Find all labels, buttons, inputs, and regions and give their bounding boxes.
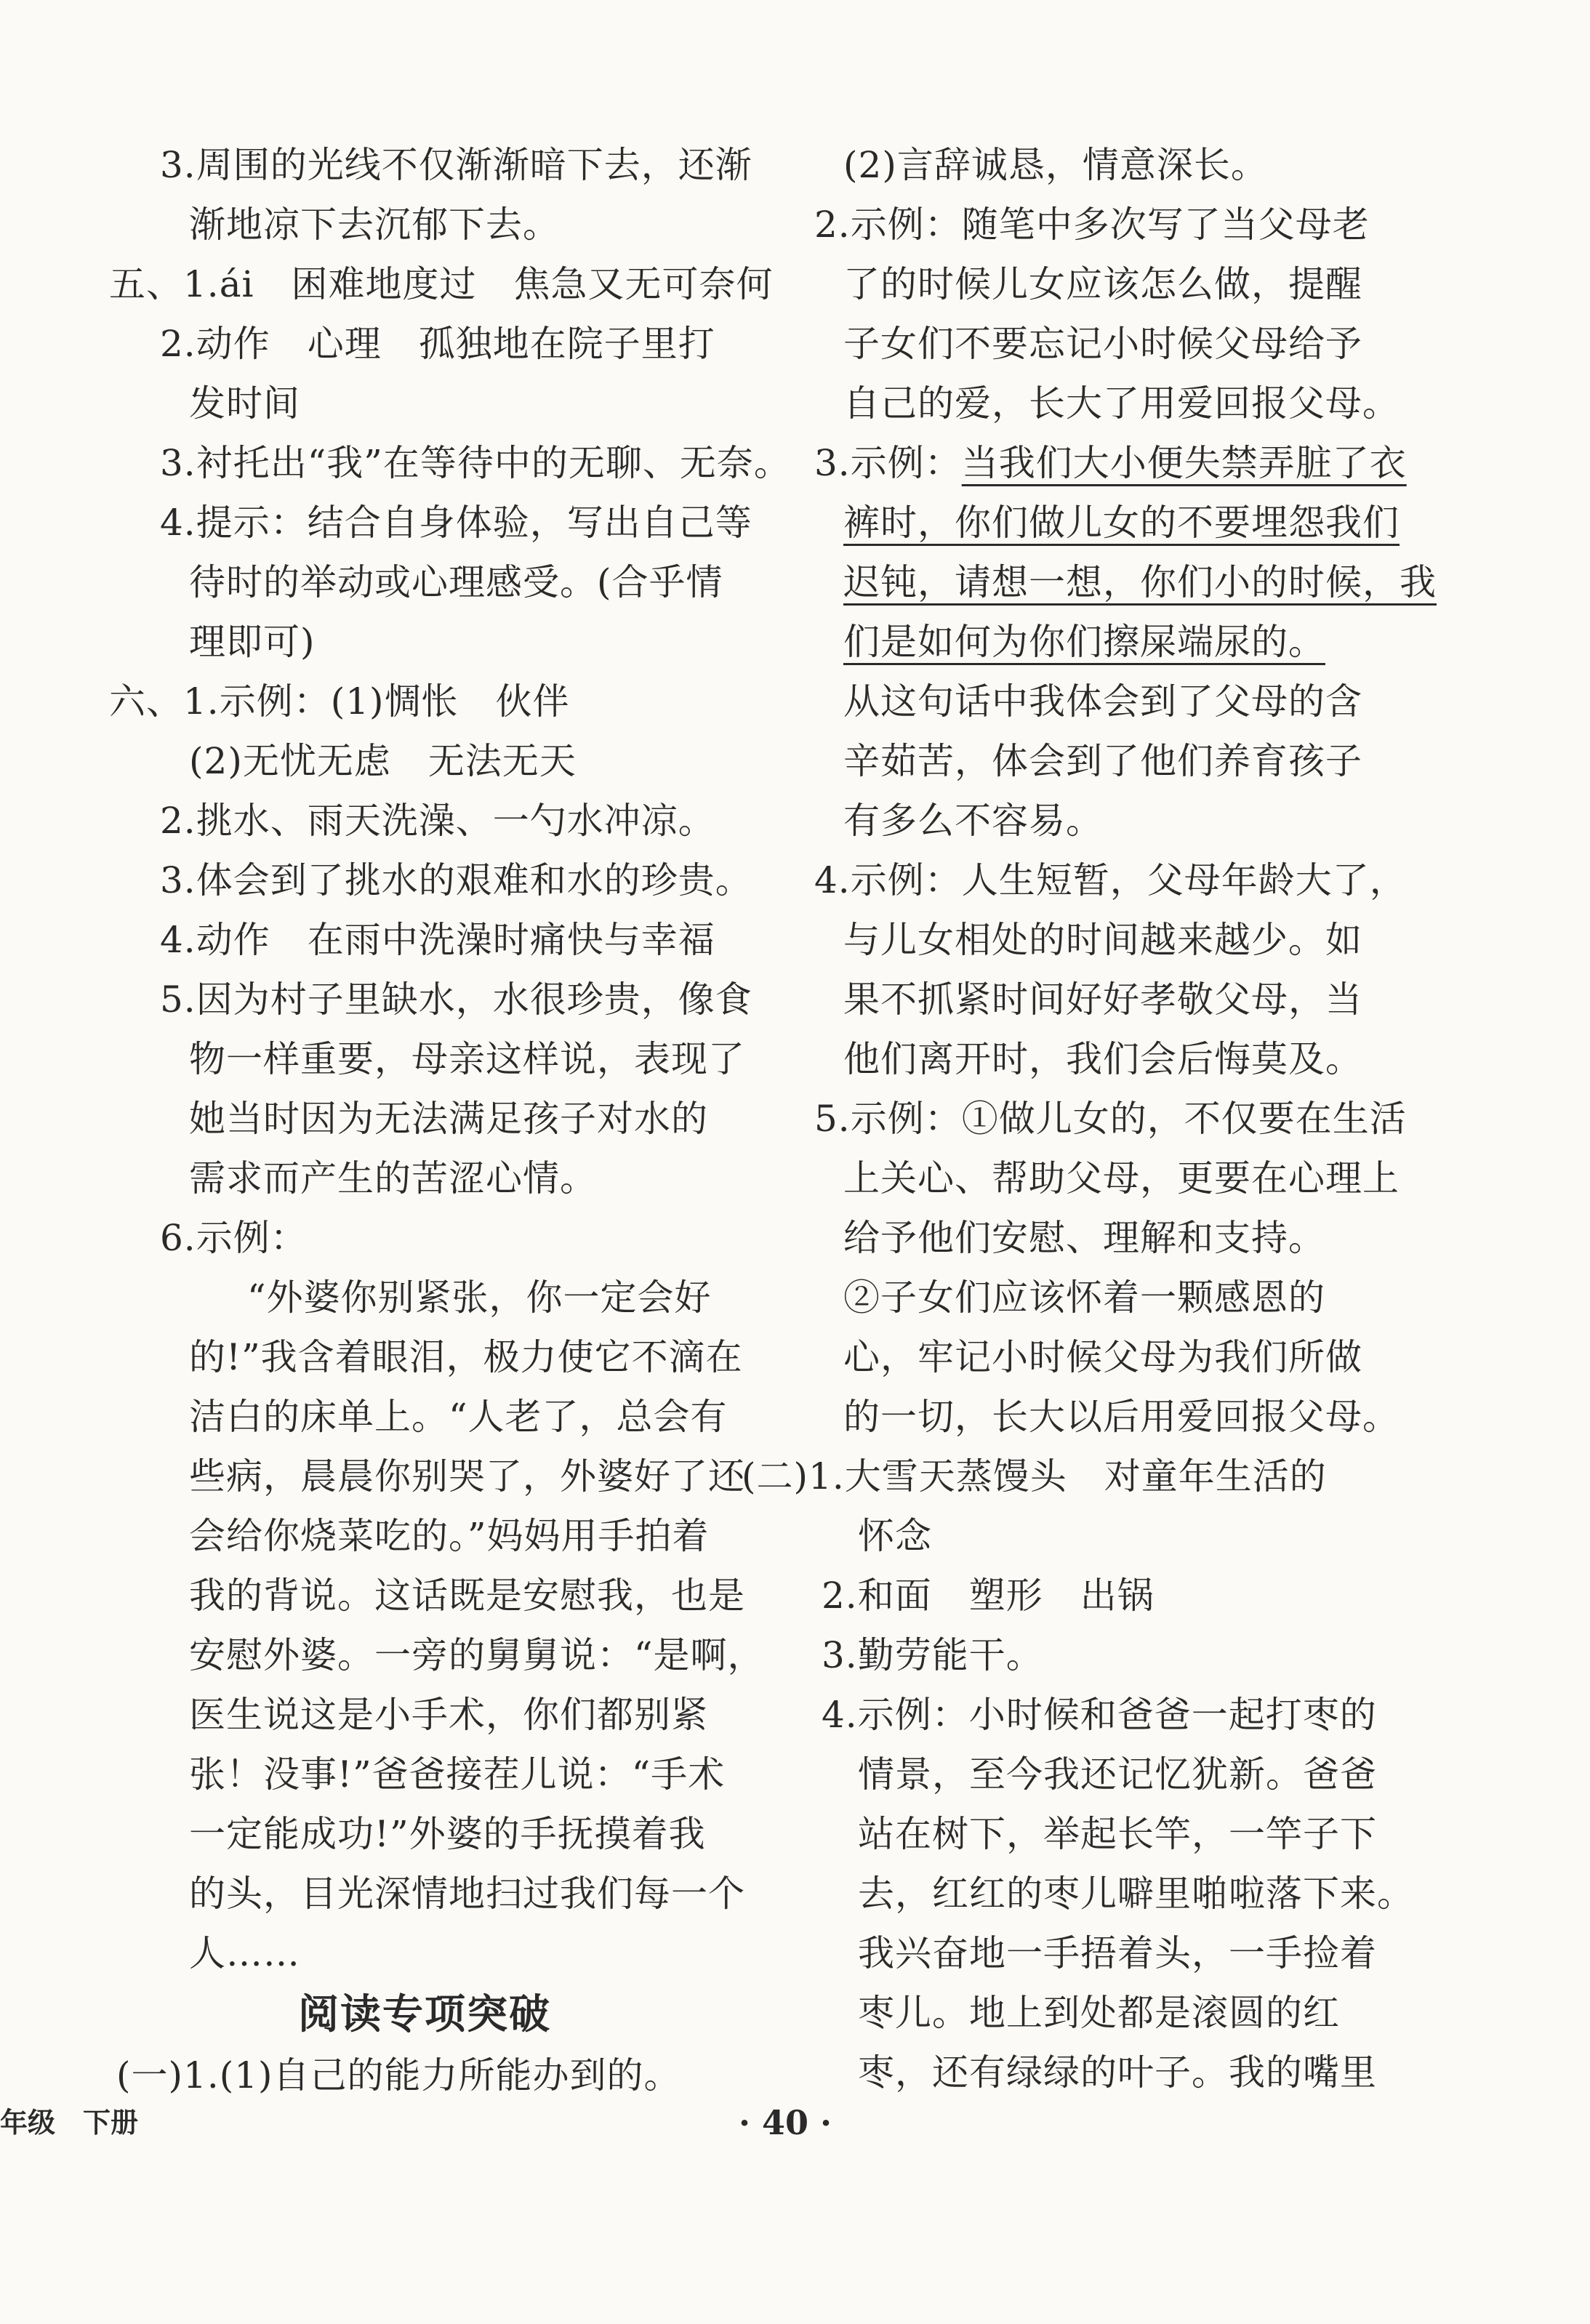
- underlined-quote: 迟钝，请想一想，你们小的时候，我: [843, 561, 1437, 603]
- text-line: 张！没事!”爸爸接茬儿说：“手术: [189, 1753, 726, 1796]
- text-line: [814, 433, 1407, 493]
- text-line: 果不抓紧时间好好孝敬父母，当: [843, 978, 1362, 1021]
- text-line: 的头，目光深情地扫过我们每一个: [189, 1873, 745, 1915]
- text-line: (2)言辞诚恳，情意深长。: [843, 144, 1268, 186]
- text-line: 枣，还有绿绿的叶子。我的嘴里: [858, 2051, 1377, 2094]
- text-line: 待时的举动或心理感受。(合乎情: [189, 561, 723, 603]
- text-line: (一)1.(1)自己的能力所能办到的。: [116, 2054, 681, 2096]
- text-line: 我的背说。这话既是安慰我，也是: [189, 1575, 745, 1617]
- text-line: 3.勤劳能干。: [822, 1634, 1043, 1676]
- grade-volume-label: 年级 下册: [0, 2106, 139, 2139]
- text-line: 安慰外婆。一旁的舅舅说：“是啊，: [189, 1634, 765, 1676]
- text-line: 理即可): [189, 621, 316, 663]
- text-line: 给予他们安慰、理解和支持。: [843, 1217, 1325, 1259]
- text-line: 4.示例：人生短暂，父母年龄大了，: [814, 859, 1407, 901]
- text-line: 自己的爱，长大了用爱回报父母。: [843, 382, 1400, 425]
- text-line: 5.因为村子里缺水，水很珍贵，像食: [160, 978, 752, 1021]
- text-line: 她当时因为无法满足孩子对水的: [189, 1098, 708, 1140]
- text-line: 物一样重要，母亲这样说，表现了: [189, 1038, 745, 1080]
- text-line: 发时间: [189, 382, 300, 425]
- text-line: 辛茹苦，体会到了他们养育孩子: [843, 740, 1362, 782]
- text-line: 五、1.ái 困难地度过 焦急又无可奈何: [109, 263, 774, 305]
- item-label: 3.示例：: [814, 442, 962, 484]
- text-line: (二)1.大雪天蒸馒头 对童年生活的: [742, 1455, 1327, 1497]
- text-line: 2.动作 心理 孤独地在院子里打: [160, 323, 715, 365]
- text-line: 有多么不容易。: [843, 800, 1103, 842]
- underlined-quote: 们是如何为你们擦屎端尿的。: [843, 621, 1325, 663]
- text-line: 子女们不要忘记小时候父母给予: [843, 323, 1362, 365]
- text-line: 枣儿。地上到处都是滚圆的红: [858, 1992, 1340, 2034]
- text-line: 从这句话中我体会到了父母的含: [843, 680, 1362, 723]
- text-line: 渐地凉下去沉郁下去。: [189, 204, 560, 246]
- text-line: 心，牢记小时候父母为我们所做: [843, 1336, 1362, 1378]
- text-line: 医生说这是小手术，你们都别紧: [189, 1694, 708, 1736]
- text-line: “外婆你别紧张，你一定会好: [247, 1276, 712, 1319]
- text-line: 与儿女相处的时间越来越少。如: [843, 919, 1362, 961]
- text-line: 4.提示：结合自身体验，写出自己等: [160, 502, 752, 544]
- text-line: ②子女们应该怀着一颗感恩的: [843, 1276, 1325, 1319]
- text-line: 去，红红的枣儿噼里啪啦落下来。: [858, 1873, 1414, 1915]
- page-number: · 40 ·: [738, 2103, 832, 2142]
- text-line: 些病，晨晨你别哭了，外婆好了还: [189, 1455, 745, 1497]
- text-line: 一定能成功!”外婆的手抚摸着我: [189, 1813, 706, 1855]
- underlined-quote: 当我们大小便失禁弄脏了衣: [961, 442, 1407, 484]
- text-line: 我兴奋地一手捂着头，一手捡着: [858, 1932, 1377, 1974]
- text-line: 站在树下，举起长竿，一竿子下: [858, 1813, 1377, 1855]
- text-line: 情景，至今我还记忆犹新。爸爸: [858, 1753, 1377, 1796]
- text-line: 六、1.示例：(1)惆怅 伙伴: [109, 680, 570, 723]
- text-line: 6.示例：: [160, 1217, 308, 1259]
- text-line: 4.动作 在雨中洗澡时痛快与幸福: [160, 919, 715, 961]
- text-line: 5.示例：①做儿女的，不仅要在生活: [814, 1098, 1407, 1140]
- text-line: 2.挑水、雨天洗澡、一勺水冲凉。: [160, 800, 715, 842]
- text-line: (2)无忧无虑 无法无天: [189, 740, 577, 782]
- text-line: 洁白的床单上。“人老了，总会有: [189, 1396, 728, 1438]
- text-line: 人……: [189, 1932, 300, 1974]
- text-line: 的一切，长大以后用爱回报父母。: [843, 1396, 1400, 1438]
- text-line: 3.衬托出“我”在等待中的无聊、无奈。: [160, 442, 791, 484]
- text-line: 的!”我含着眼泪，极力使它不滴在: [189, 1336, 743, 1378]
- text-line: 了的时候儿女应该怎么做，提醒: [843, 263, 1362, 305]
- text-line: 2.和面 塑形 出锅: [822, 1575, 1155, 1617]
- text-line: 3.体会到了挑水的艰难和水的珍贵。: [160, 859, 752, 901]
- text-line: 需求而产生的苦涩心情。: [189, 1157, 597, 1199]
- text-line: 怀念: [858, 1515, 932, 1557]
- underlined-quote: 裤时，你们做儿女的不要埋怨我们: [843, 502, 1400, 544]
- text-line: 会给你烧菜吃的。”妈妈用手拍着: [189, 1515, 710, 1557]
- text-line: 上关心、帮助父母，更要在心理上: [843, 1157, 1400, 1199]
- text-line: 3.周围的光线不仅渐渐暗下去，还渐: [160, 144, 752, 186]
- text-line: 2.示例：随笔中多次写了当父母老: [814, 204, 1370, 246]
- text-line: 4.示例：小时候和爸爸一起打枣的: [822, 1694, 1377, 1736]
- text-line: 他们离开时，我们会后悔莫及。: [843, 1038, 1362, 1080]
- section-heading: 阅读专项突破: [298, 1990, 551, 2038]
